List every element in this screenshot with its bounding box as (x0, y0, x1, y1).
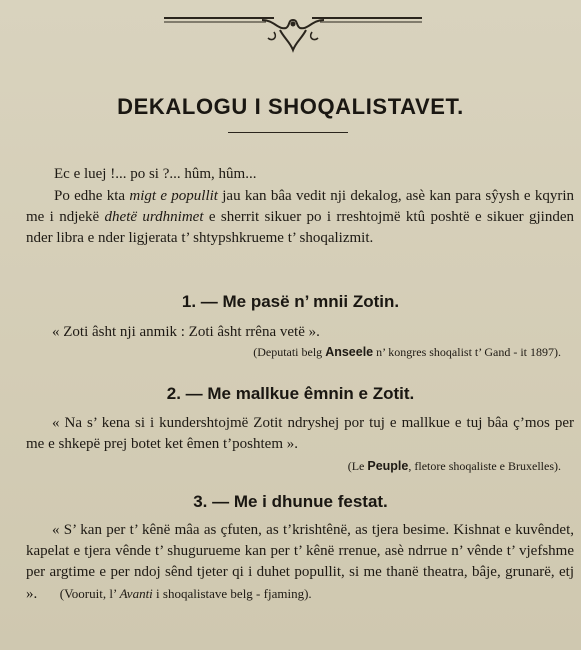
section-heading-3: 3. — Me i dhunue festat. (193, 492, 388, 511)
section-quote-1: « Zoti âsht nji anmik : Zoti âsht rrêna vetë ». (52, 324, 320, 340)
section-heading-2: 2. — Me mallkue êmnin e Zotit. (166, 384, 415, 403)
section-quote-2: « Na s’ kena si i kundershtojmë Zotit ndryshej por tuj e mallkue e tuj bâa ç’mos per me e shkepë prej botet ket êmen t’poshtem ». (26, 415, 574, 452)
section-heading-1: 1. — Me pasë n’ mnii Zotin. (181, 292, 400, 311)
section-source-3: (Vooruit, l’ Avanti i shoqalistave belg - fjaming). (59, 586, 312, 601)
title-divider (228, 132, 348, 133)
document-title: DEKALOGU I SHOQALISTAVET. (117, 94, 464, 119)
intro-paragraph: Po edhe kta migt e popullit jau kan bâa vedit nji dekalog, asè kan para sŷysh e kqyrin me i ndjekë dhetë urdhnimet e sherrit sikuer po i rreshtojmë ktû poshtë e sikuer gjinden nder libra e nder ligjerata t’ shtypshkrueme t’ shoqalizmit. (26, 188, 574, 246)
section-source-2: (Le Peuple, fletore shoqaliste e Bruxelles). (347, 459, 561, 473)
header-ornament (162, 8, 424, 56)
section-source-1: (Deputati belg Anseele n’ kongres shoqalist t’ Gand - it 1897). (253, 345, 561, 359)
section-quote-3: « S’ kan per t’ kênë mâa as çfuten, as t’krishtênë, as tjera besime. Kishnat e kuvêndet, kapelat e tjera vênde t’ shugurueme kan per t’ kênë rrenue, asè ndrrue n’ vênde t’ vjefshme per argtime e per ndoj sênd tjeter qi i duhet popullit, si me thanë theatra, bâje, grunarë, etj ». (Vooruit, l’ Avanti i shoqalistave belg - fjaming). (26, 522, 574, 602)
intro-line: Ec e luej !... po si ?... hûm, hûm... (54, 166, 257, 182)
